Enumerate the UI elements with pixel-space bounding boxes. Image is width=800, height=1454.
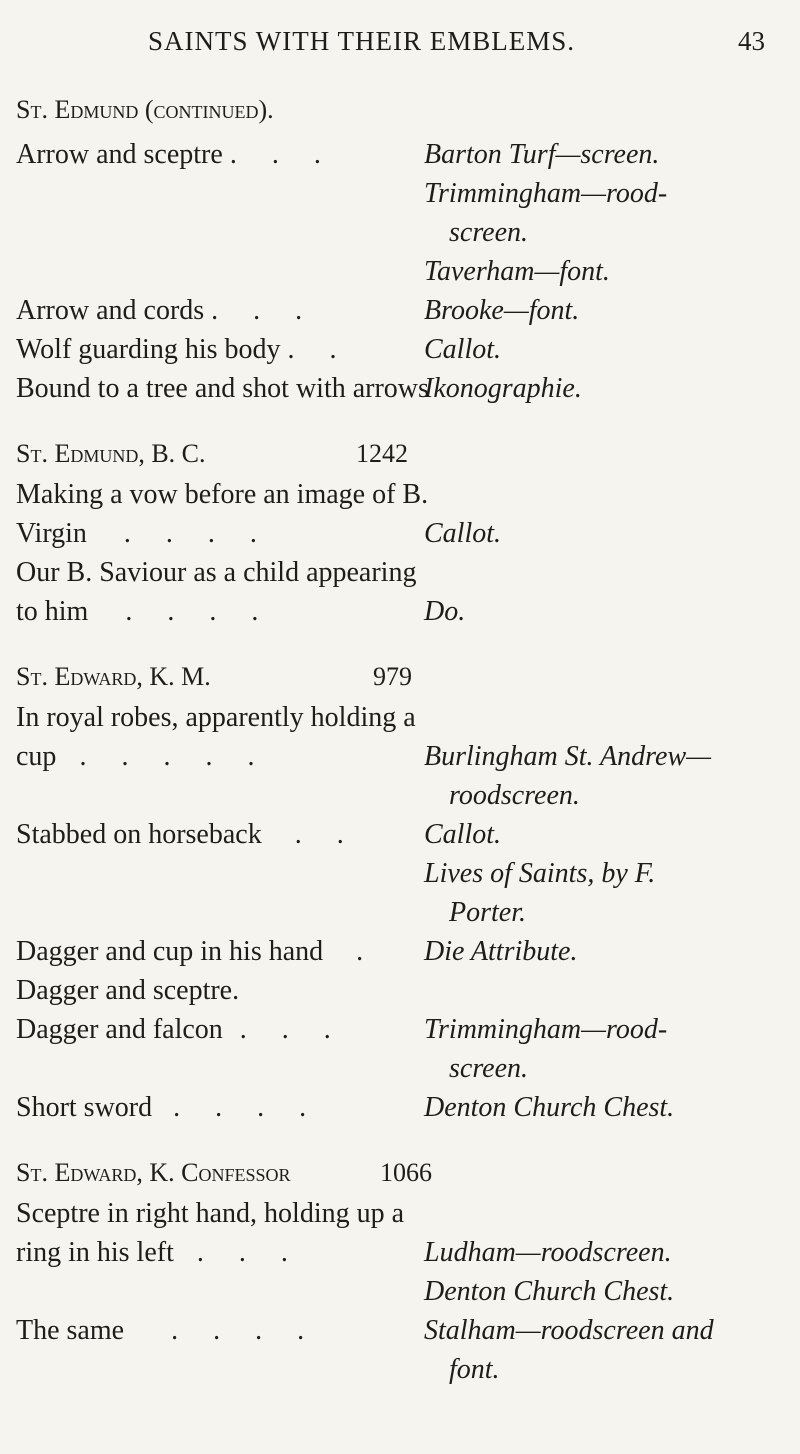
emblem-text: Wolf guarding his body . .	[16, 334, 351, 365]
source-text: Do.	[424, 596, 466, 627]
page-number: 43	[738, 26, 765, 56]
saint-date: 1242	[356, 439, 408, 468]
emblem-text: Arrow and cords . . .	[16, 295, 317, 326]
saint-heading: St. Edward, K. M.	[16, 662, 211, 691]
source-text: Lives of Saints, by F.	[424, 858, 656, 889]
emblem-text: The same . . . .	[16, 1315, 319, 1346]
source-text: Taverham—font.	[424, 256, 610, 287]
source-text: Callot.	[424, 518, 502, 549]
source-text: roodscreen.	[449, 780, 580, 811]
saint-heading: St. Edward, K. Confessor	[16, 1158, 291, 1187]
saint-heading: St. Edmund (continued).	[16, 95, 274, 124]
saint-date: 1066	[380, 1158, 432, 1187]
source-text: Die Attribute.	[424, 936, 578, 967]
saint-date: 979	[373, 662, 412, 691]
source-text: screen.	[449, 217, 529, 248]
emblem-text: Sceptre in right hand, holding up a	[16, 1198, 405, 1229]
emblem-text: Short sword . . . .	[16, 1092, 321, 1123]
source-text: Trimmingham—rood-	[424, 178, 668, 209]
emblem-text: to him . . . .	[16, 596, 273, 627]
emblem-text: Bound to a tree and shot with arrows	[16, 373, 429, 404]
source-text: font.	[449, 1354, 500, 1385]
source-text: Brooke—font.	[424, 295, 580, 326]
source-text: Barton Turf—screen.	[424, 139, 660, 170]
source-text: Trimmingham—rood-	[424, 1014, 668, 1045]
saint-heading: St. Edmund, B. C.	[16, 439, 206, 468]
emblem-text: Virgin . . . .	[16, 518, 271, 549]
running-title: SAINTS WITH THEIR EMBLEMS.	[148, 26, 576, 56]
source-text: Ludham—roodscreen.	[424, 1237, 672, 1268]
source-text: Denton Church Chest.	[424, 1276, 675, 1307]
source-text: Callot.	[424, 819, 502, 850]
source-text: Stalham—roodscreen and	[424, 1315, 714, 1346]
source-text: Ikonographie.	[424, 373, 582, 404]
emblem-text: Dagger and cup in his hand .	[16, 936, 378, 967]
emblem-text: Dagger and falcon . . .	[16, 1014, 345, 1045]
emblem-text: ring in his left . . .	[16, 1237, 302, 1268]
source-text: Callot.	[424, 334, 502, 365]
source-text: screen.	[449, 1053, 529, 1084]
source-text: Burlingham St. Andrew—	[424, 741, 712, 772]
emblem-text: Arrow and sceptre . . .	[16, 139, 335, 170]
emblem-text: Stabbed on horseback . .	[16, 819, 358, 850]
emblem-text: Our B. Saviour as a child appearing	[16, 557, 417, 588]
source-text: Denton Church Chest.	[424, 1092, 675, 1123]
emblem-text: Making a vow before an image of B.	[16, 479, 429, 510]
emblem-text: In royal robes, apparently holding a	[16, 702, 416, 733]
source-text: Porter.	[449, 897, 526, 928]
emblem-text: Dagger and sceptre.	[16, 975, 240, 1006]
emblem-text: cup . . . . .	[16, 741, 269, 772]
